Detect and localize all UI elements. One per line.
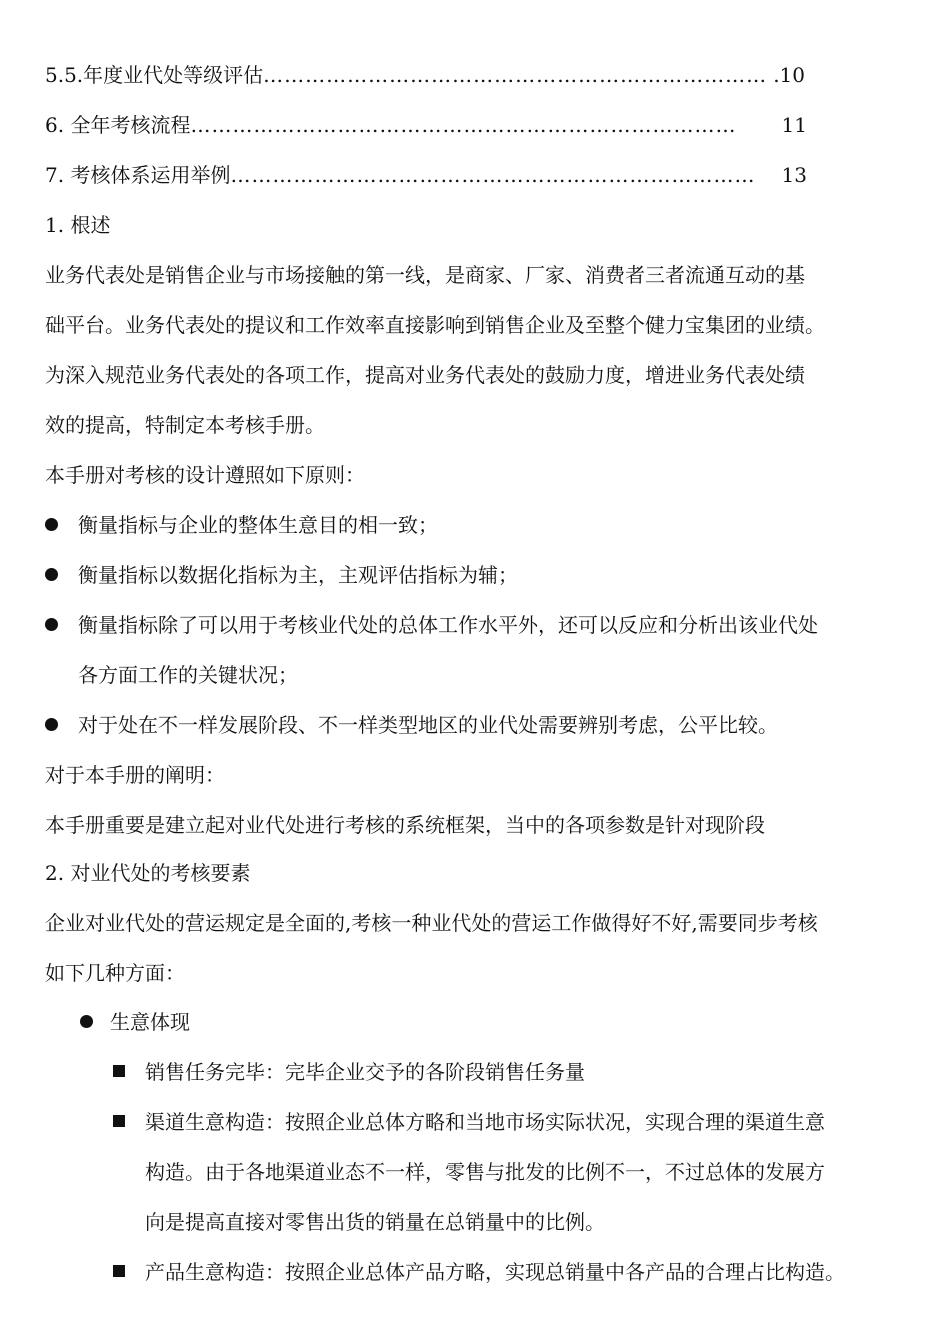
- principles-intro: 本手册对考核的设计遵照如下原则：: [45, 463, 365, 487]
- sub-item: 销售任务完毕：完毕企业交予的各阶段销售任务量: [145, 1060, 585, 1084]
- sub-item: 产品生意构造：按照企业总体产品方略，实现总销量中各产品的合理占比构造。: [145, 1260, 845, 1284]
- paragraph-line: 础平台。业务代表处的提议和工作效率直接影响到销售企业及至整个健力宝集团的业绩。: [45, 313, 825, 337]
- toc-entry[interactable]: [45, 61, 805, 89]
- bullet-dot-icon: [80, 1015, 93, 1028]
- principle-item: 衡量指标以数据化指标为主，主观评估指标为辅；: [78, 563, 518, 587]
- paragraph-line: 企业对业代处的营运规定是全面的,考核一种业代处的营运工作做得好不好,需要同步考核: [45, 911, 818, 935]
- toc-label: 6. 全年考核流程: [45, 113, 191, 137]
- note-heading: 对于本手册的阐明：: [45, 763, 225, 787]
- bullet-square-icon: [113, 1115, 125, 1127]
- section-heading: 1. 根述: [45, 213, 111, 237]
- paragraph-line: 业务代表处是销售企业与市场接触的第一线，是商家、厂家、消费者三者流通互动的基: [45, 263, 805, 287]
- paragraph-line: 为深入规范业务代表处的各项工作，提高对业务代表处的鼓励力度，增进业务代表处绩: [45, 363, 805, 387]
- toc-label: 5.5.年度业代处等级评估: [45, 63, 264, 87]
- bullet-dot-icon: [45, 618, 58, 631]
- toc-leader: ………………………………………………………………: [263, 63, 768, 87]
- toc-leader: ……………………………………………………………………: [190, 113, 737, 137]
- bullet-square-icon: [113, 1265, 125, 1277]
- principle-item: 衡量指标除了可以用于考核业代处的总体工作水平外，还可以反应和分析出该业代处: [78, 613, 818, 637]
- toc-entry[interactable]: [45, 161, 807, 189]
- bullet-item: 生意体现: [110, 1010, 190, 1034]
- bullet-square-icon: [113, 1065, 125, 1077]
- bullet-dot-icon: [45, 568, 58, 581]
- principle-item-continued: 各方面工作的关键状况；: [78, 663, 298, 687]
- principle-item: 衡量指标与企业的整体生意目的相一致；: [78, 513, 438, 537]
- toc-leader: …………………………………………………………………: [230, 163, 756, 187]
- sub-item-continued: 向是提高直接对零售出货的销量在总销量中的比例。: [145, 1210, 605, 1234]
- toc-label: 7. 考核体系运用举例: [45, 163, 231, 187]
- toc-page-number: 11: [781, 113, 807, 137]
- paragraph-line: 如下几种方面：: [45, 961, 185, 985]
- section-heading: 2. 对业代处的考核要素: [45, 861, 251, 885]
- bullet-dot-icon: [45, 718, 58, 731]
- paragraph-line: 效的提高，特制定本考核手册。: [45, 413, 325, 437]
- sub-item-continued: 构造。由于各地渠道业态不一样，零售与批发的比例不一，不过总体的发展方: [145, 1160, 825, 1184]
- bullet-dot-icon: [45, 518, 58, 531]
- toc-entry[interactable]: [45, 111, 807, 139]
- toc-page-number: .10: [773, 63, 805, 87]
- note-text: 本手册重要是建立起对业代处进行考核的系统框架，当中的各项参数是针对现阶段: [45, 813, 765, 837]
- toc-page-number: 13: [781, 163, 807, 187]
- principle-item: 对于处在不一样发展阶段、不一样类型地区的业代处需要辨别考虑，公平比较。: [78, 713, 778, 737]
- sub-item: 渠道生意构造：按照企业总体方略和当地市场实际状况，实现合理的渠道生意: [145, 1110, 825, 1134]
